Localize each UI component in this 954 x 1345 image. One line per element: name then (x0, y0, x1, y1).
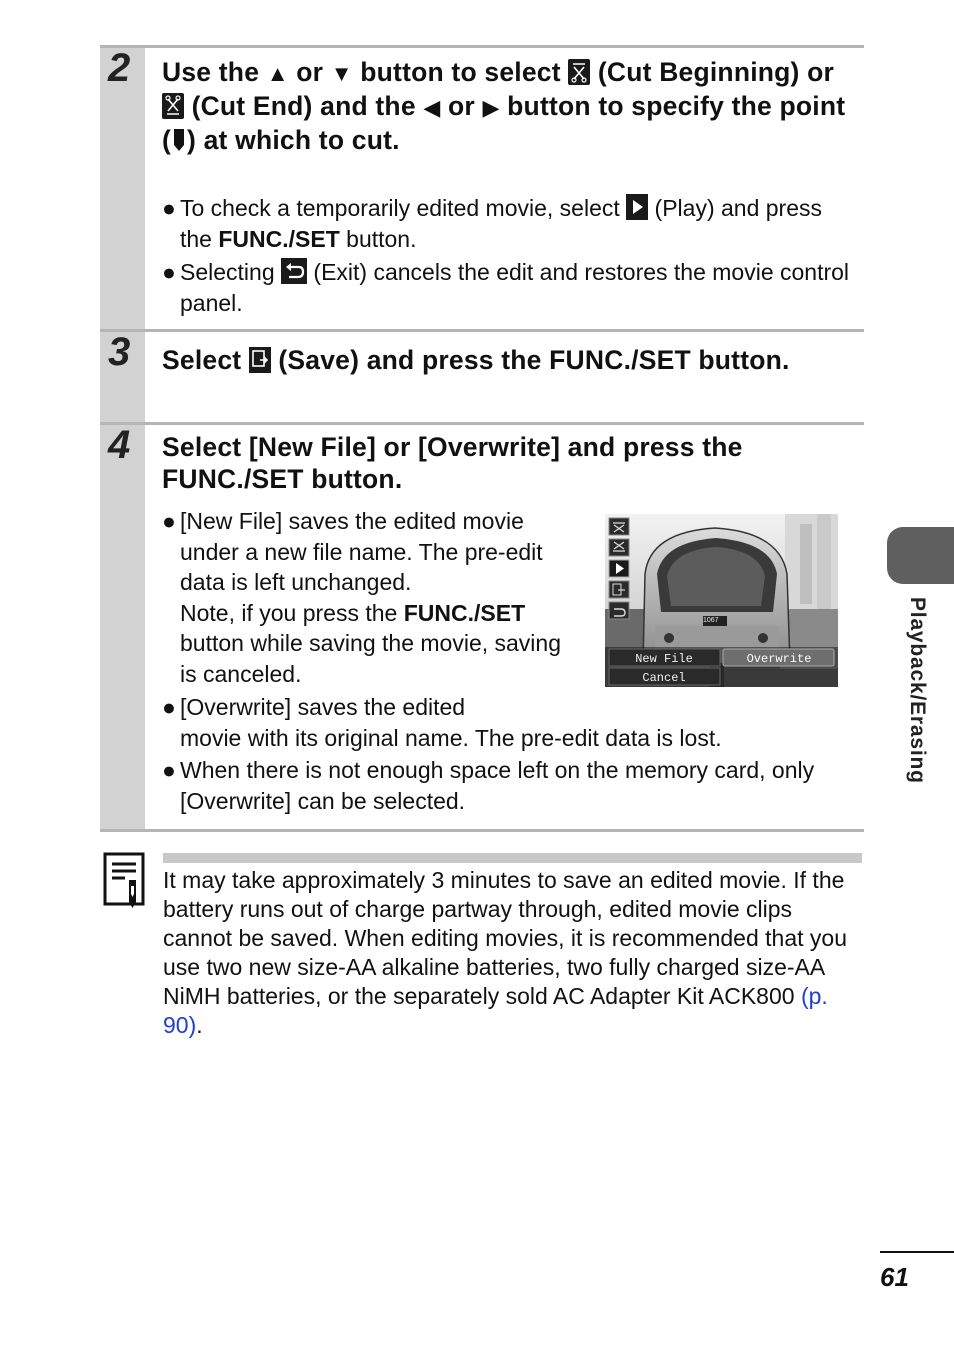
bullet-item: ● [Overwrite] saves the edited movie with its original name. The pre-edit data is lost. (162, 694, 722, 751)
step-heading: Select [New File] or [Overwrite] and press the FUNC./SET button. (162, 432, 743, 494)
edit-icon-strip (609, 518, 629, 619)
cut-beginning-icon (609, 518, 629, 535)
cut-point-marker-icon (171, 127, 187, 160)
save-icon (249, 347, 271, 373)
overwrite-button[interactable] (723, 649, 834, 666)
left-arrow-icon: ◀ (423, 95, 441, 120)
note-text: It may take approximately 3 minutes to save an edited movie. If the battery runs out of charge partway through, edited movie clips cannot be saved. When editing movies, it is recommended that you use two new size-AA alkaline batteries, two fully charged size-AA NiMH batteries, or the separately sold AC Adapter Kit ACK800 (p. 90). (163, 867, 847, 1038)
page-reference-link[interactable]: (p. 90) (163, 983, 828, 1038)
camera-screen-image (605, 514, 838, 687)
page-number: 61 (880, 1262, 909, 1292)
svg-text:Cancel: Cancel (642, 671, 686, 685)
new-file-button[interactable] (609, 649, 720, 666)
svg-text:Overwrite: Overwrite (746, 652, 812, 666)
bullet-item: ● [New File] saves the edited movie under a new file name. The pre-edit data is left unchanged. Note, if you press the FUNC./SET button while saving the movie, saving is canceled. (162, 508, 561, 687)
section-tab-label: Playback/Erasing (906, 597, 929, 784)
step-number: 3 (108, 330, 131, 374)
cut-end-icon (162, 93, 184, 119)
monorail-photo (605, 514, 838, 687)
note-divider (163, 853, 862, 863)
step-heading: Use the ▲ or ▼ button to select (Cut Beginning) or (Cut End) and the ◀ or ▶ button to specify the point ( ) at which to cut. (162, 56, 852, 160)
step-number-column (100, 425, 145, 829)
play-icon (626, 194, 648, 220)
cancel-button[interactable] (609, 668, 720, 685)
step-heading: Select (Save) and press the FUNC./SET button. (162, 345, 790, 375)
train-number: 1067 (703, 617, 719, 624)
bullet-item: ● When there is not enough space left on the memory card, only [Overwrite] can be selected. (162, 757, 815, 814)
cut-beginning-icon (568, 59, 590, 85)
exit-icon (281, 258, 307, 284)
svg-text:New File: New File (635, 652, 693, 666)
step-3 (100, 329, 864, 425)
step-number: 2 (108, 46, 131, 90)
page-number-rule (880, 1251, 954, 1253)
note-icon (103, 852, 145, 915)
step-number: 4 (108, 423, 131, 467)
up-arrow-icon: ▲ (266, 61, 289, 86)
right-arrow-icon: ▶ (482, 95, 500, 120)
bullet-item: ● To check a temporarily edited movie, select (Play) and press the FUNC./SET button. (162, 195, 823, 252)
section-tab (887, 527, 954, 584)
step-2 (100, 45, 864, 332)
bullet-item: ● Selecting (Exit) cancels the edit and restores the movie control panel. (162, 259, 850, 316)
cut-end-icon (609, 539, 629, 556)
down-arrow-icon: ▼ (330, 61, 353, 86)
